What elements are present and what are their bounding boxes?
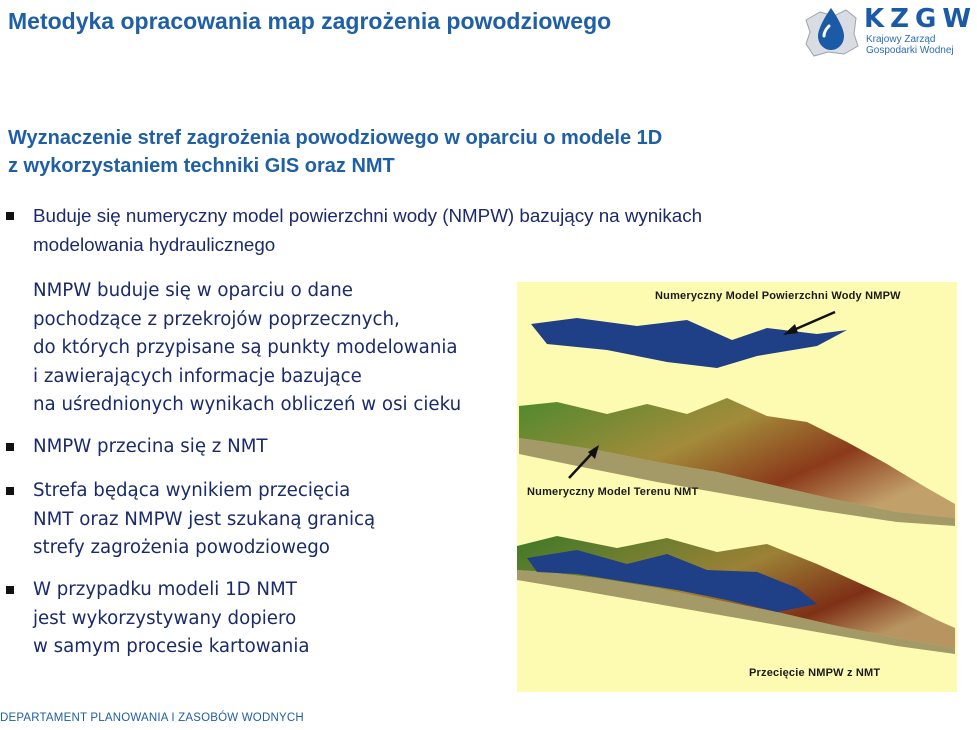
water-surface-layer bbox=[531, 318, 847, 368]
text-line: modelowania hydraulicznego bbox=[33, 233, 276, 255]
text-line: NMPW buduje się w oparciu o dane bbox=[33, 280, 353, 301]
logo-subtitle bbox=[866, 34, 962, 56]
text-line: Strefa będąca wynikiem przecięcia bbox=[33, 480, 351, 501]
logo-letters: KZGW bbox=[864, 4, 977, 34]
bullet-item-nmpw-model bbox=[33, 202, 833, 259]
text-line: i zawierających informacje bazujące bbox=[33, 365, 362, 387]
section-subtitle bbox=[8, 124, 788, 180]
figure-label-nmpw: Numeryczny Model Powierzchni Wody NMPW bbox=[655, 290, 901, 302]
text-line: do których przypisane są punkty modelowania bbox=[33, 337, 458, 359]
logo-subtitle-line: Krajowy Zarząd bbox=[866, 34, 936, 45]
bullet-marker bbox=[6, 443, 14, 451]
kzgw-logo bbox=[800, 2, 977, 60]
text-line: na uśrednionych wynikach obliczeń w osi cieku bbox=[33, 394, 462, 416]
bullet-marker bbox=[6, 212, 14, 220]
text-line: Buduje się numeryczny model powierzchni wody (NMPW) bazujący na wynikach bbox=[33, 205, 703, 226]
bullet-item-result-zone bbox=[33, 477, 533, 563]
footer-department: DEPARTAMENT PLANOWANIA I ZASOBÓW WODNYCH bbox=[0, 712, 304, 724]
text-line: W przypadku modeli 1D NMT bbox=[33, 579, 297, 600]
text-line: pochodzące z przekrojów poprzecznych, bbox=[33, 308, 400, 330]
water-drop-map-icon bbox=[800, 2, 862, 60]
subtitle-line: z wykorzystaniem techniki GIS oraz NMT bbox=[8, 155, 395, 177]
text-line: NMPW przecina się z NMT bbox=[33, 436, 268, 457]
bullet-item-intersection bbox=[33, 433, 533, 462]
bullet-marker bbox=[6, 586, 14, 594]
figure-label-nmt: Numeryczny Model Terenu NMT bbox=[527, 486, 699, 498]
nmpw-nmt-figure bbox=[517, 282, 957, 692]
paragraph-nmpw-source bbox=[33, 277, 533, 420]
page-title: Metodyka opracowania map zagrożenia powodziowego bbox=[8, 8, 612, 34]
text-line: NMT oraz NMPW jest szukaną granicą bbox=[33, 508, 376, 530]
subtitle-line: Wyznaczenie stref zagrożenia powodziowego w oparciu o modele 1D bbox=[8, 127, 663, 149]
bullet-marker bbox=[6, 487, 14, 495]
logo-subtitle-line: Gospodarki Wodnej bbox=[866, 45, 954, 56]
arrow-icon bbox=[783, 312, 835, 335]
figure-label-intersection: Przecięcie NMPW z NMT bbox=[749, 667, 881, 679]
bullet-item-1d-models bbox=[33, 576, 533, 662]
text-line: w samym procesie kartowania bbox=[33, 636, 310, 658]
text-line: jest wykorzystywany dopiero bbox=[33, 607, 297, 629]
text-line: strefy zagrożenia powodziowego bbox=[33, 537, 330, 559]
